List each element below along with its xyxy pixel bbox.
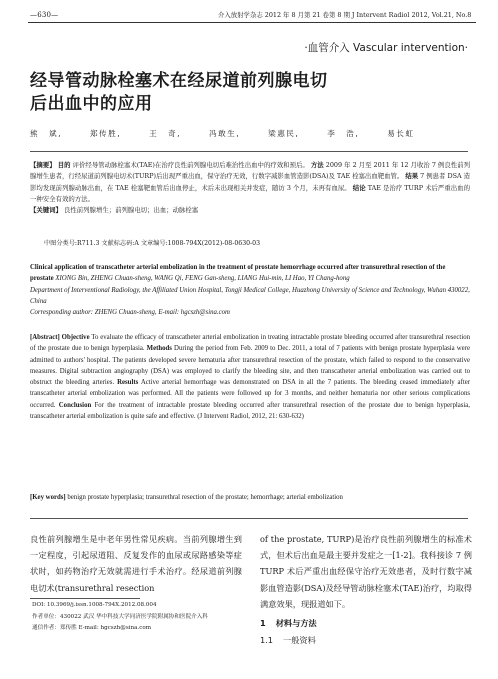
english-keywords <box>30 492 470 503</box>
results-text: 7 例患者 DSA 造影均发现前列腺动脉出血，在 TAE 栓塞靶血管后出血停止，术后未出现相关并发症，随访 3 个月，未再有血尿。 <box>30 172 471 192</box>
article-title: 经导管动脉栓塞术在经尿道前列腺电切后出血中的应用 <box>30 71 328 114</box>
body-left-column: 良性前列腺增生是中老年男性常见疾病。当前列腺增生到一定程度，引起尿道阻、反复发作的血尿或尿路感染等症状时，如药物治疗无效就需进行手术治疗。经尿道前列腺电切术(transurethral resection <box>30 534 242 593</box>
english-title-block <box>30 262 470 318</box>
keywords-text: 良性前列腺增生；前列腺电切；出血；动脉栓塞 <box>64 206 199 215</box>
heading-number: 1 <box>260 618 266 628</box>
body-right-column: of the prostate, TURP)是治疗良性前列腺增生的标准术式，但术后出血是最主要并发症之一[1-2]。我科接诊 7 例 TURP 术后严重出血经保守治疗无效患者，及时行数字减影血管造影(DSA)及经导管动脉栓塞术(TAE)治疗，均取得满意效果，现报道如下。 <box>260 534 472 609</box>
abstract-bottom-rule <box>30 518 468 519</box>
header-rule <box>28 22 476 23</box>
heading-general-data <box>260 635 326 646</box>
english-abstract <box>30 332 470 422</box>
english-title: Clinical application of transcatheter arterial embolization in the treatment of prostate hemorrhage occurred after transurethral resection of the prostate <box>30 264 446 283</box>
heading-text: 材料与方法 <box>275 618 317 628</box>
heading-text: 一般资料 <box>283 635 316 645</box>
author: 熊 斌, <box>30 129 63 138</box>
objective-text: 评价经导管动脉栓塞术(TAE)在治疗良性前列腺电切后难治性出血中的疗效和预后。 <box>72 161 309 169</box>
keywords-label: 【关键词】 <box>30 206 62 215</box>
heading-number: 1.1 <box>260 635 274 645</box>
author-list <box>30 128 414 139</box>
methods-text: 2009 年 2 月至 2011 年 12 月收治 7 例良性前列腺增生患者，行经尿道前列腺电切术(TURP)后出现严重出血，保守治疗无效，行数字减影血管造影(DSA)及 TAE 栓塞出血靶血管。 <box>30 161 470 181</box>
en-conclusion-text: For the treatment of intractable prostate bleeding occurred after transurethral resection of the prostate due to benign hyperplasia, transcatheter arterial embolization is quite safe and effective. (J Intervent Radiol, 2012, 21: 630-632) <box>30 401 471 421</box>
methods-label: 方法 <box>310 161 324 169</box>
journal-header: 介入放射学杂志 2012 年 8 月第 21 卷第 8 期 J Intervent Radiol 2012, Vol.21, No.8 <box>218 11 472 19</box>
en-objective-label: Objective <box>61 334 90 341</box>
footnotes <box>32 600 242 635</box>
author: 李 浩, <box>327 129 360 138</box>
corresponding-line: 通信作者：郑传胜 E-mail: hgcszh@sina.com <box>32 625 151 631</box>
en-conclusion-label: Conclusion <box>58 401 92 409</box>
en-results-label: Results <box>117 379 139 387</box>
page-number: —630— <box>30 11 59 19</box>
heading-materials-methods <box>260 618 327 629</box>
classification-line: 中图分类号:R711.3 文献标志码:A 文章编号:1008-794X(2012)-08-0630-03 <box>44 240 261 247</box>
conclusion-label: 结论 <box>352 183 366 192</box>
footnote-rule <box>30 598 140 599</box>
section-label: ·血管介入 Vascular intervention· <box>304 42 468 54</box>
en-methods-label: Methods <box>146 345 172 353</box>
author: 冯敢生, <box>209 129 241 138</box>
abstract-label: 【摘要】 <box>30 161 56 169</box>
results-label: 结果 <box>405 172 419 181</box>
en-results-text: Active arterial hemorrhage was demonstrated on DSA in all the 7 patients. The bleeding ceased immediately after transcatheter arterial embolization was performed. All the patients were followed up for 3 months, and neither hematuria nor other serious complications occurred. <box>30 379 471 409</box>
author: 梁惠民, <box>268 129 300 138</box>
corresponding-author: Corresponding author: ZHENG Chuan-sheng, E-mail: hgcszh@sina.com <box>30 309 230 317</box>
abstract-top-rule <box>30 151 468 152</box>
objective-label: 目的 <box>57 161 71 169</box>
author: 易长虹 <box>387 129 415 138</box>
chinese-abstract <box>30 160 470 216</box>
author: 王 奇, <box>149 129 182 138</box>
en-methods-text: During the period from Feb. 2009 to Dec. 2011, a total of 7 patients with benign prostate hyperplasia were admitted to authors' hospital. The patients developed severe hematuria after transurethral resection of the prostate, which failed to respond to the conservative measures. Digital subtraction angiography (DSA) was employed to clarify the bleeding site, and then transcatheter arterial embolization was carried out to obstruct the bleeding arteries. <box>30 345 470 387</box>
en-objective-text: To evaluate the efficacy of transcatheter arterial embolization in treating intractable prostate bleeding occurred after transurethral resection of the prostate due to benign hyperplasia. <box>30 334 471 353</box>
doi-line: DOI: 10.3969/j.issn.1008-794X.2012.08.004 <box>32 602 157 608</box>
conclusion-text: TAE 是治疗 TURP 术后严重出血的一种安全有效的方法。 <box>30 183 470 203</box>
en-keywords-label: [Key words] <box>30 494 66 501</box>
english-authors: XIONG Bin, ZHENG Chuan-sheng, WANG Qi, FENG Gan-sheng, LIANG Hui-min, LI Hao, YI Chang-hong <box>55 275 350 283</box>
english-affiliation: Department of Interventional Radiology, the Affiliated Union Hospital, Tongji Medical College, Huazhong University of Science and Technology, Wuhan 430022, China <box>30 286 470 305</box>
en-abstract-label: [Abstract] <box>30 334 60 341</box>
author: 郑传胜, <box>89 129 122 138</box>
author-unit-line: 作者单位：430022 武汉 华中科技大学同济医学院附属协和医院介入科 <box>32 613 208 620</box>
en-keywords-text: benign prostate hyperplasia; transurethral resection of the prostate; hemorrhage; arterial embolization <box>67 494 343 501</box>
